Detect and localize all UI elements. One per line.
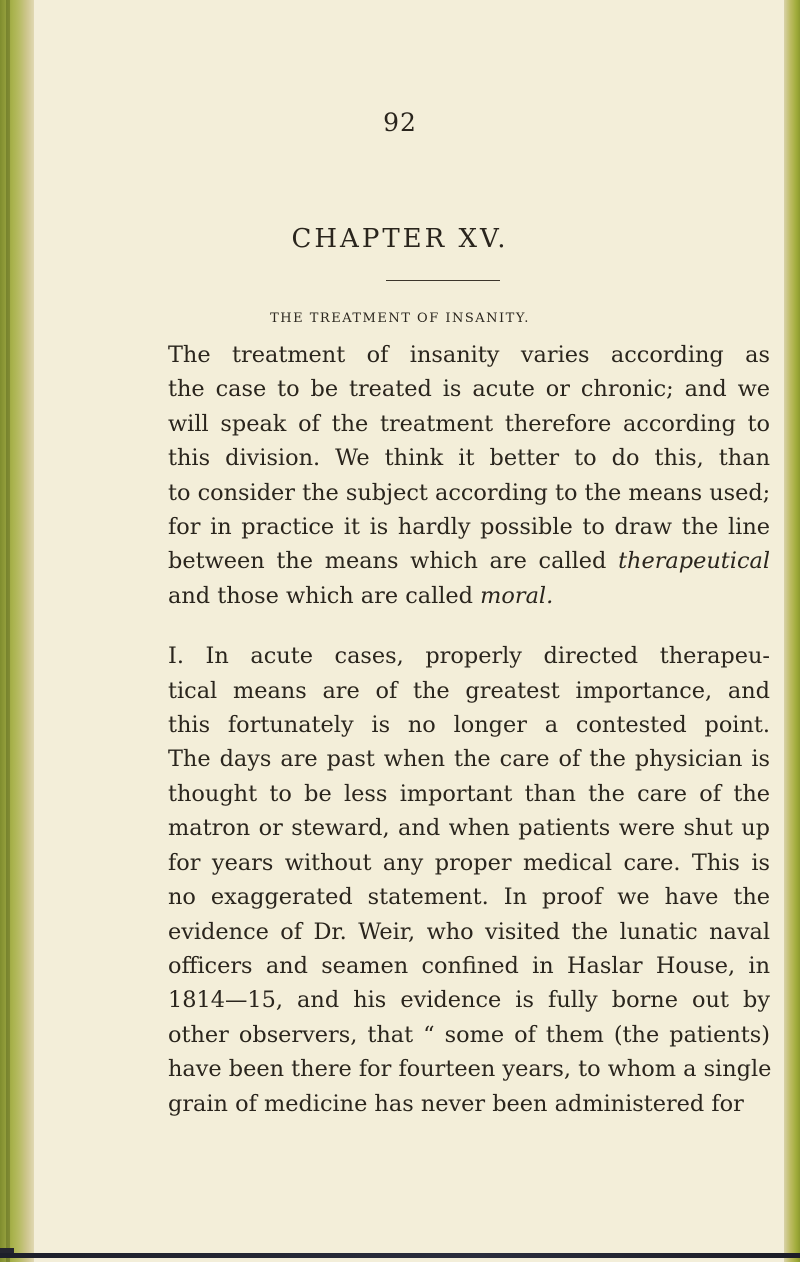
chapter-subtitle: THE TREATMENT OF INSANITY. [270,311,530,326]
text-line [168,777,770,811]
line-text: 1814—15, and his evidence is fully borne out by [168,987,770,1014]
line-text: and those which are called [168,582,474,609]
body-text [168,338,770,1121]
line-text: for in practice it is hardly possible to draw the line [168,514,770,541]
paragraph-1 [168,338,770,613]
paragraph-gap [168,613,770,639]
text-line [168,1018,770,1052]
italic-term: therapeutical [618,548,770,575]
left-binding-edge [0,0,34,1262]
line-text: The treatment of insanity varies according as [168,342,770,368]
text-line [168,441,770,475]
text-line [168,579,770,613]
line-text: between the means which are called [168,548,607,575]
text-line [168,639,770,673]
line-text: have been there for fourteen years, to whom a single [168,1056,772,1083]
line-text: officers and seamen confined in Haslar House, in [168,952,770,979]
line-text: no exaggerated statement. In proof we have the [168,884,770,911]
right-binding-edge [784,0,800,1262]
text-line [168,476,770,510]
text-line [168,742,770,776]
text-line [168,915,770,949]
text-line [168,510,770,544]
line-text: this division. We think it better to do this, than [168,445,770,472]
text-line [168,949,770,983]
text-line [168,880,770,914]
line-text: for years without any proper medical care. This is [168,849,770,876]
line-text: tical means are of the greatest importance, and [168,677,770,704]
line-text: the case to be treated is acute or chronic; and we [168,376,770,403]
line-text: evidence of Dr. Weir, who visited the lunatic naval [168,918,770,945]
paragraph-2 [168,639,770,1121]
line-text: other observers, that “ some of them (the patients) [168,1021,770,1048]
title-divider [386,280,500,281]
text-line [168,846,770,880]
italic-term: moral. [480,582,554,609]
text-line [168,1052,770,1086]
text-line [168,811,770,845]
page-number: 92 [383,108,417,137]
text-line [168,1087,770,1121]
line-text: grain of medicine has never been administered for [168,1090,744,1117]
text-line [168,983,770,1017]
text-line [168,708,770,742]
line-text: thought to be less important than the care of the [168,780,770,807]
line-text: matron or steward, and when patients were shut up [168,815,770,842]
line-text: this fortunately is no longer a contested point. [168,712,770,739]
text-line [168,372,770,406]
line-text: to consider the subject according to the means used; [168,479,771,506]
chapter-title: CHAPTER XV. [291,224,509,254]
scan-bottom-edge [0,1253,800,1258]
text-line [168,407,770,441]
text-line [168,338,770,372]
line-text: I. In acute cases, properly directed therapeu- [168,643,770,670]
line-text: will speak of the treatment therefore according to [168,410,770,437]
text-line [168,544,770,578]
line-text: The days are past when the care of the physician is [168,746,770,773]
text-line [168,674,770,708]
